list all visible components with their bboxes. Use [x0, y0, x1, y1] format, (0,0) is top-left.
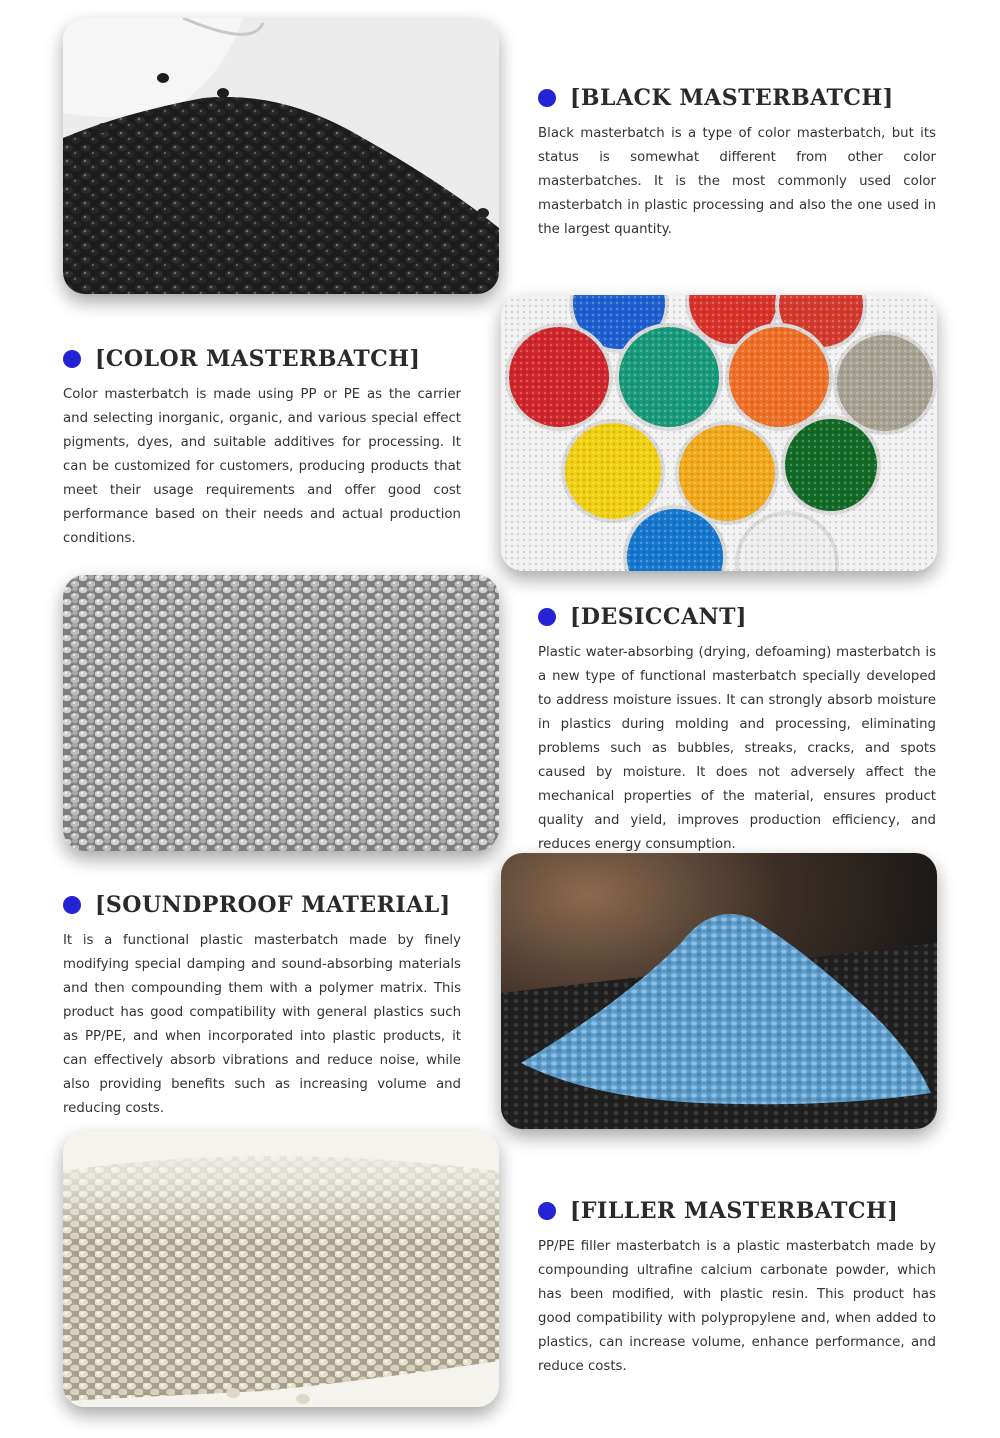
bullet-dot-icon [538, 608, 556, 626]
section-description: Black masterbatch is a type of color masterbatch, but its status is somewhat different from other color masterbatches. It is the most commonly used color masterbatch in plastic processing and also the one used in the largest quantity. [538, 126, 936, 237]
section-black-masterbatch [538, 84, 936, 242]
section-soundproof-material [63, 891, 461, 1121]
bullet-dot-icon [63, 896, 81, 914]
section-heading [63, 891, 461, 919]
section-description: It is a functional plastic masterbatch made by finely modifying special damping and sound-absorbing materials and then compounding them with a polymer matrix. This product has good compatibility with general plastics such as PP/PE, and when incorporated into plastic products, it can effectively absorb vibrations and reduce noise, while also providing benefits such as increasing volume and reducing costs. [63, 933, 461, 1116]
section-desiccant [538, 603, 936, 857]
desiccant-photo [63, 575, 499, 851]
bullet-dot-icon [538, 89, 556, 107]
section-heading [538, 1197, 936, 1225]
section-description: Plastic water-absorbing (drying, defoaming) masterbatch is a new type of functional masterbatch specially developed to address moisture issues. It can strongly absorb moisture in plastics during molding and processing, eliminating problems such as bubbles, streaks, cracks, and spots caused by moisture. It does not adversely affect the mechanical properties of the material, ensures product quality and yield, improves production efficiency, and reduces energy consumption. [538, 645, 936, 852]
heading-text: [COLOR MASTERBATCH] [95, 346, 421, 372]
bullet-dot-icon [538, 1202, 556, 1220]
filler-masterbatch-photo [63, 1131, 499, 1407]
soundproof-material-photo [501, 853, 937, 1129]
section-description: Color masterbatch is made using PP or PE as the carrier and selecting inorganic, organic, and various special effect pigments, dyes, and suitable additives for processing. It can be customized for customers, producing products that meet their usage requirements and offer good cost performance based on their needs and actual production conditions. [63, 387, 461, 546]
black-masterbatch-photo [63, 18, 499, 294]
section-heading [538, 603, 936, 631]
section-description: PP/PE filler masterbatch is a plastic masterbatch made by compounding ultrafine calcium carbonate powder, which has been modified, with plastic resin. This product has good compatibility with polypropylene and, when added to plastics, can increase volume, enhance performance, and reduce costs. [538, 1239, 936, 1374]
section-color-masterbatch [63, 345, 461, 551]
color-masterbatch-photo [501, 295, 937, 571]
heading-text: [BLACK MASTERBATCH] [570, 85, 894, 111]
section-heading [538, 84, 936, 112]
heading-text: [SOUNDPROOF MATERIAL] [95, 892, 451, 918]
bullet-dot-icon [63, 350, 81, 368]
heading-text: [DESICCANT] [570, 604, 747, 630]
section-heading [63, 345, 461, 373]
section-filler-masterbatch [538, 1197, 936, 1379]
heading-text: [FILLER MASTERBATCH] [570, 1198, 899, 1224]
